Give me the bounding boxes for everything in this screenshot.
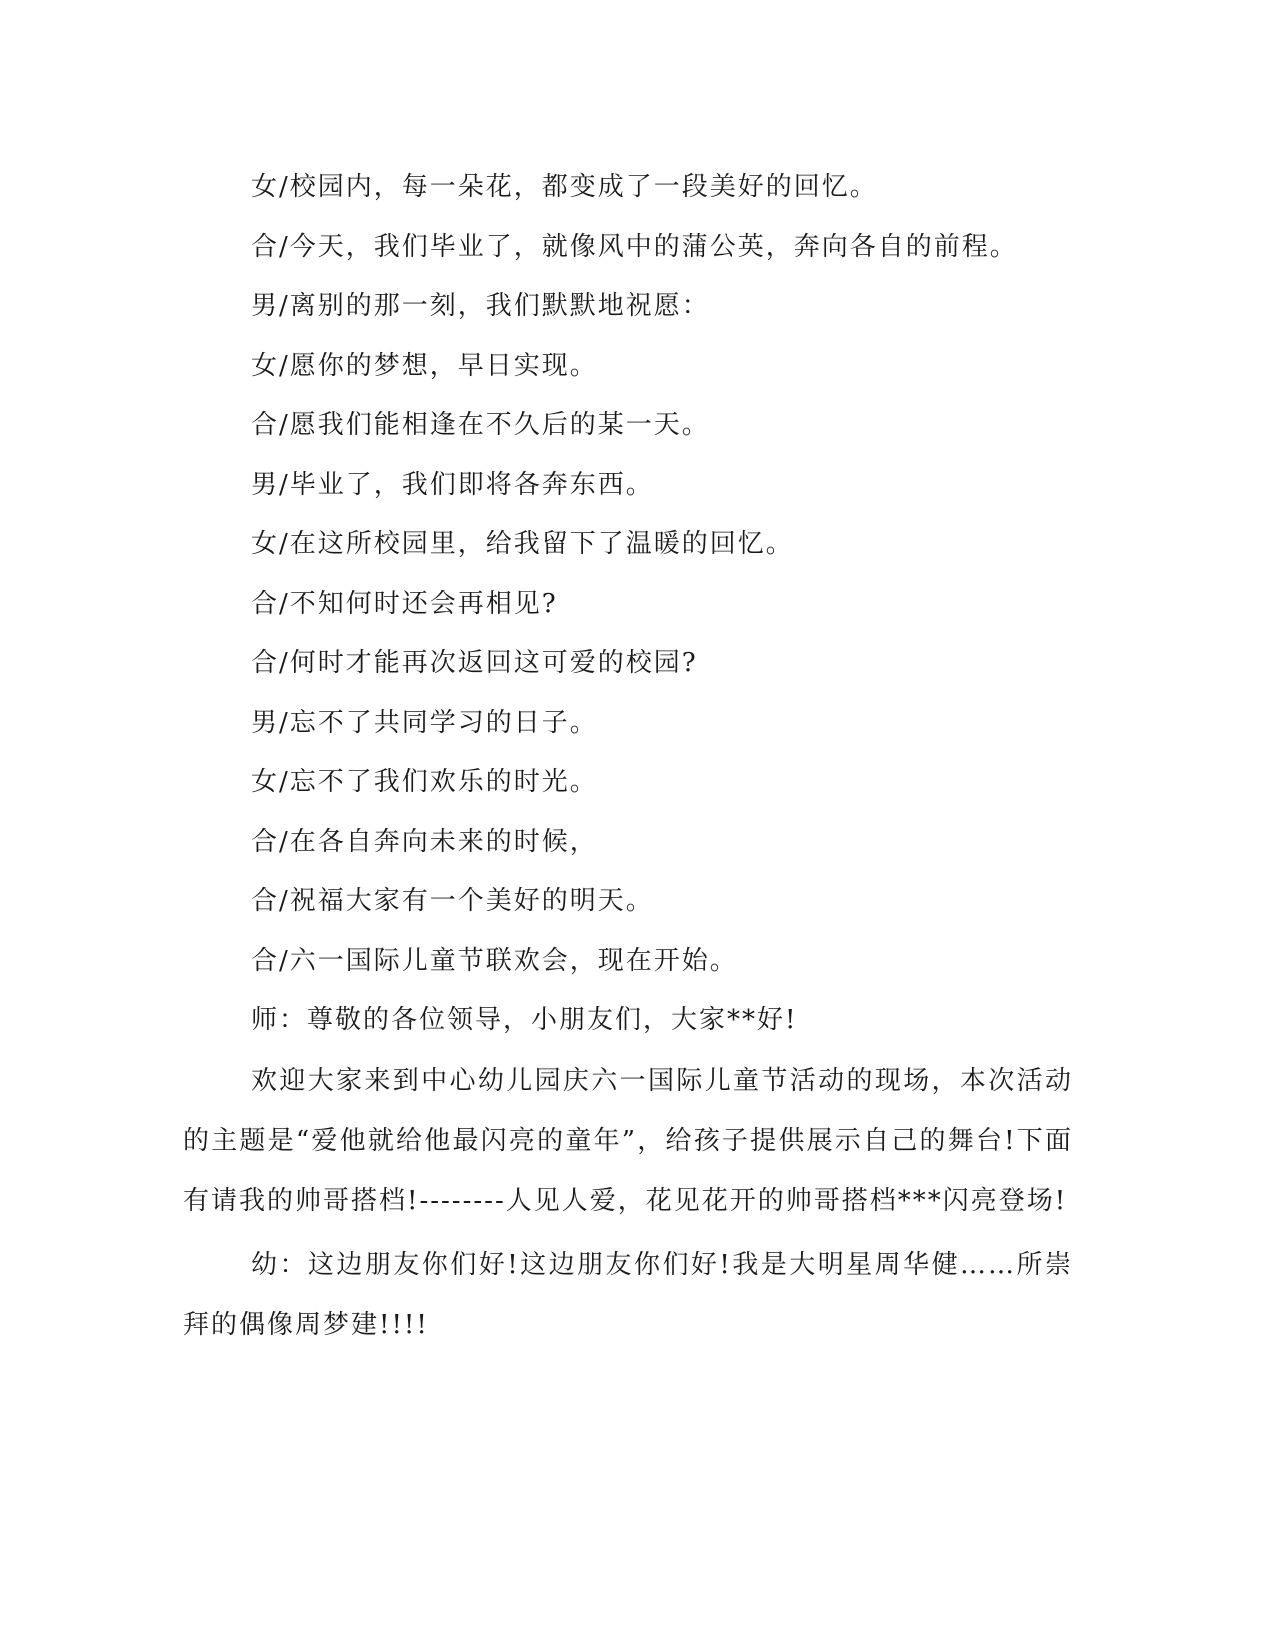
dialogue-line: 合/不知何时还会再相见? <box>251 588 558 619</box>
document-body <box>183 158 1073 1355</box>
dialogue-line: 女/愿你的梦想，早日实现。 <box>251 350 598 381</box>
dialogue-line: 合/六一国际儿童节联欢会，现在开始。 <box>251 945 738 976</box>
welcome-paragraph: 欢迎大家来到中心幼儿园庆六一国际儿童节活动的现场，本次活动的主题是“爱他就给他最闪亮的童年”，给孩子提供展示自己的舞台!下面有请我的帅哥搭档!--------人见人爱，花见花开的帅哥搭档***闪亮登场! <box>183 1065 1073 1216</box>
dialogue-line: 合/祝福大家有一个美好的明天。 <box>251 886 654 916</box>
host-paragraph: 幼：这边朋友你们好!这边朋友你们好!我是大明星周华健……所崇拜的偶像周梦建!!!! <box>183 1249 1073 1340</box>
dialogue-line: 男/毕业了，我们即将各奔东西。 <box>251 469 654 500</box>
dialogue-line: 合/愿我们能相逢在不久后的某一天。 <box>251 410 710 440</box>
dialogue-line: 男/离别的那一刻，我们默默地祝愿： <box>251 291 710 321</box>
dialogue-line: 合/何时才能再次返回这可爱的校园? <box>251 648 698 678</box>
dialogue-line: 合/在各自奔向未来的时候， <box>251 826 598 857</box>
dialogue-line: 女/校园内，每一朵花，都变成了一段美好的回忆。 <box>251 172 878 202</box>
dialogue-line: 男/忘不了共同学习的日子。 <box>251 707 598 738</box>
dialogue-line: 合/今天，我们毕业了，就像风中的蒲公英，奔向各自的前程。 <box>251 231 1018 262</box>
dialogue-line: 师：尊敬的各位领导，小朋友们，大家**好! <box>251 1005 798 1035</box>
dialogue-line: 女/在这所校园里，给我留下了温暖的回忆。 <box>251 529 794 559</box>
dialogue-line: 女/忘不了我们欢乐的时光。 <box>251 767 598 797</box>
